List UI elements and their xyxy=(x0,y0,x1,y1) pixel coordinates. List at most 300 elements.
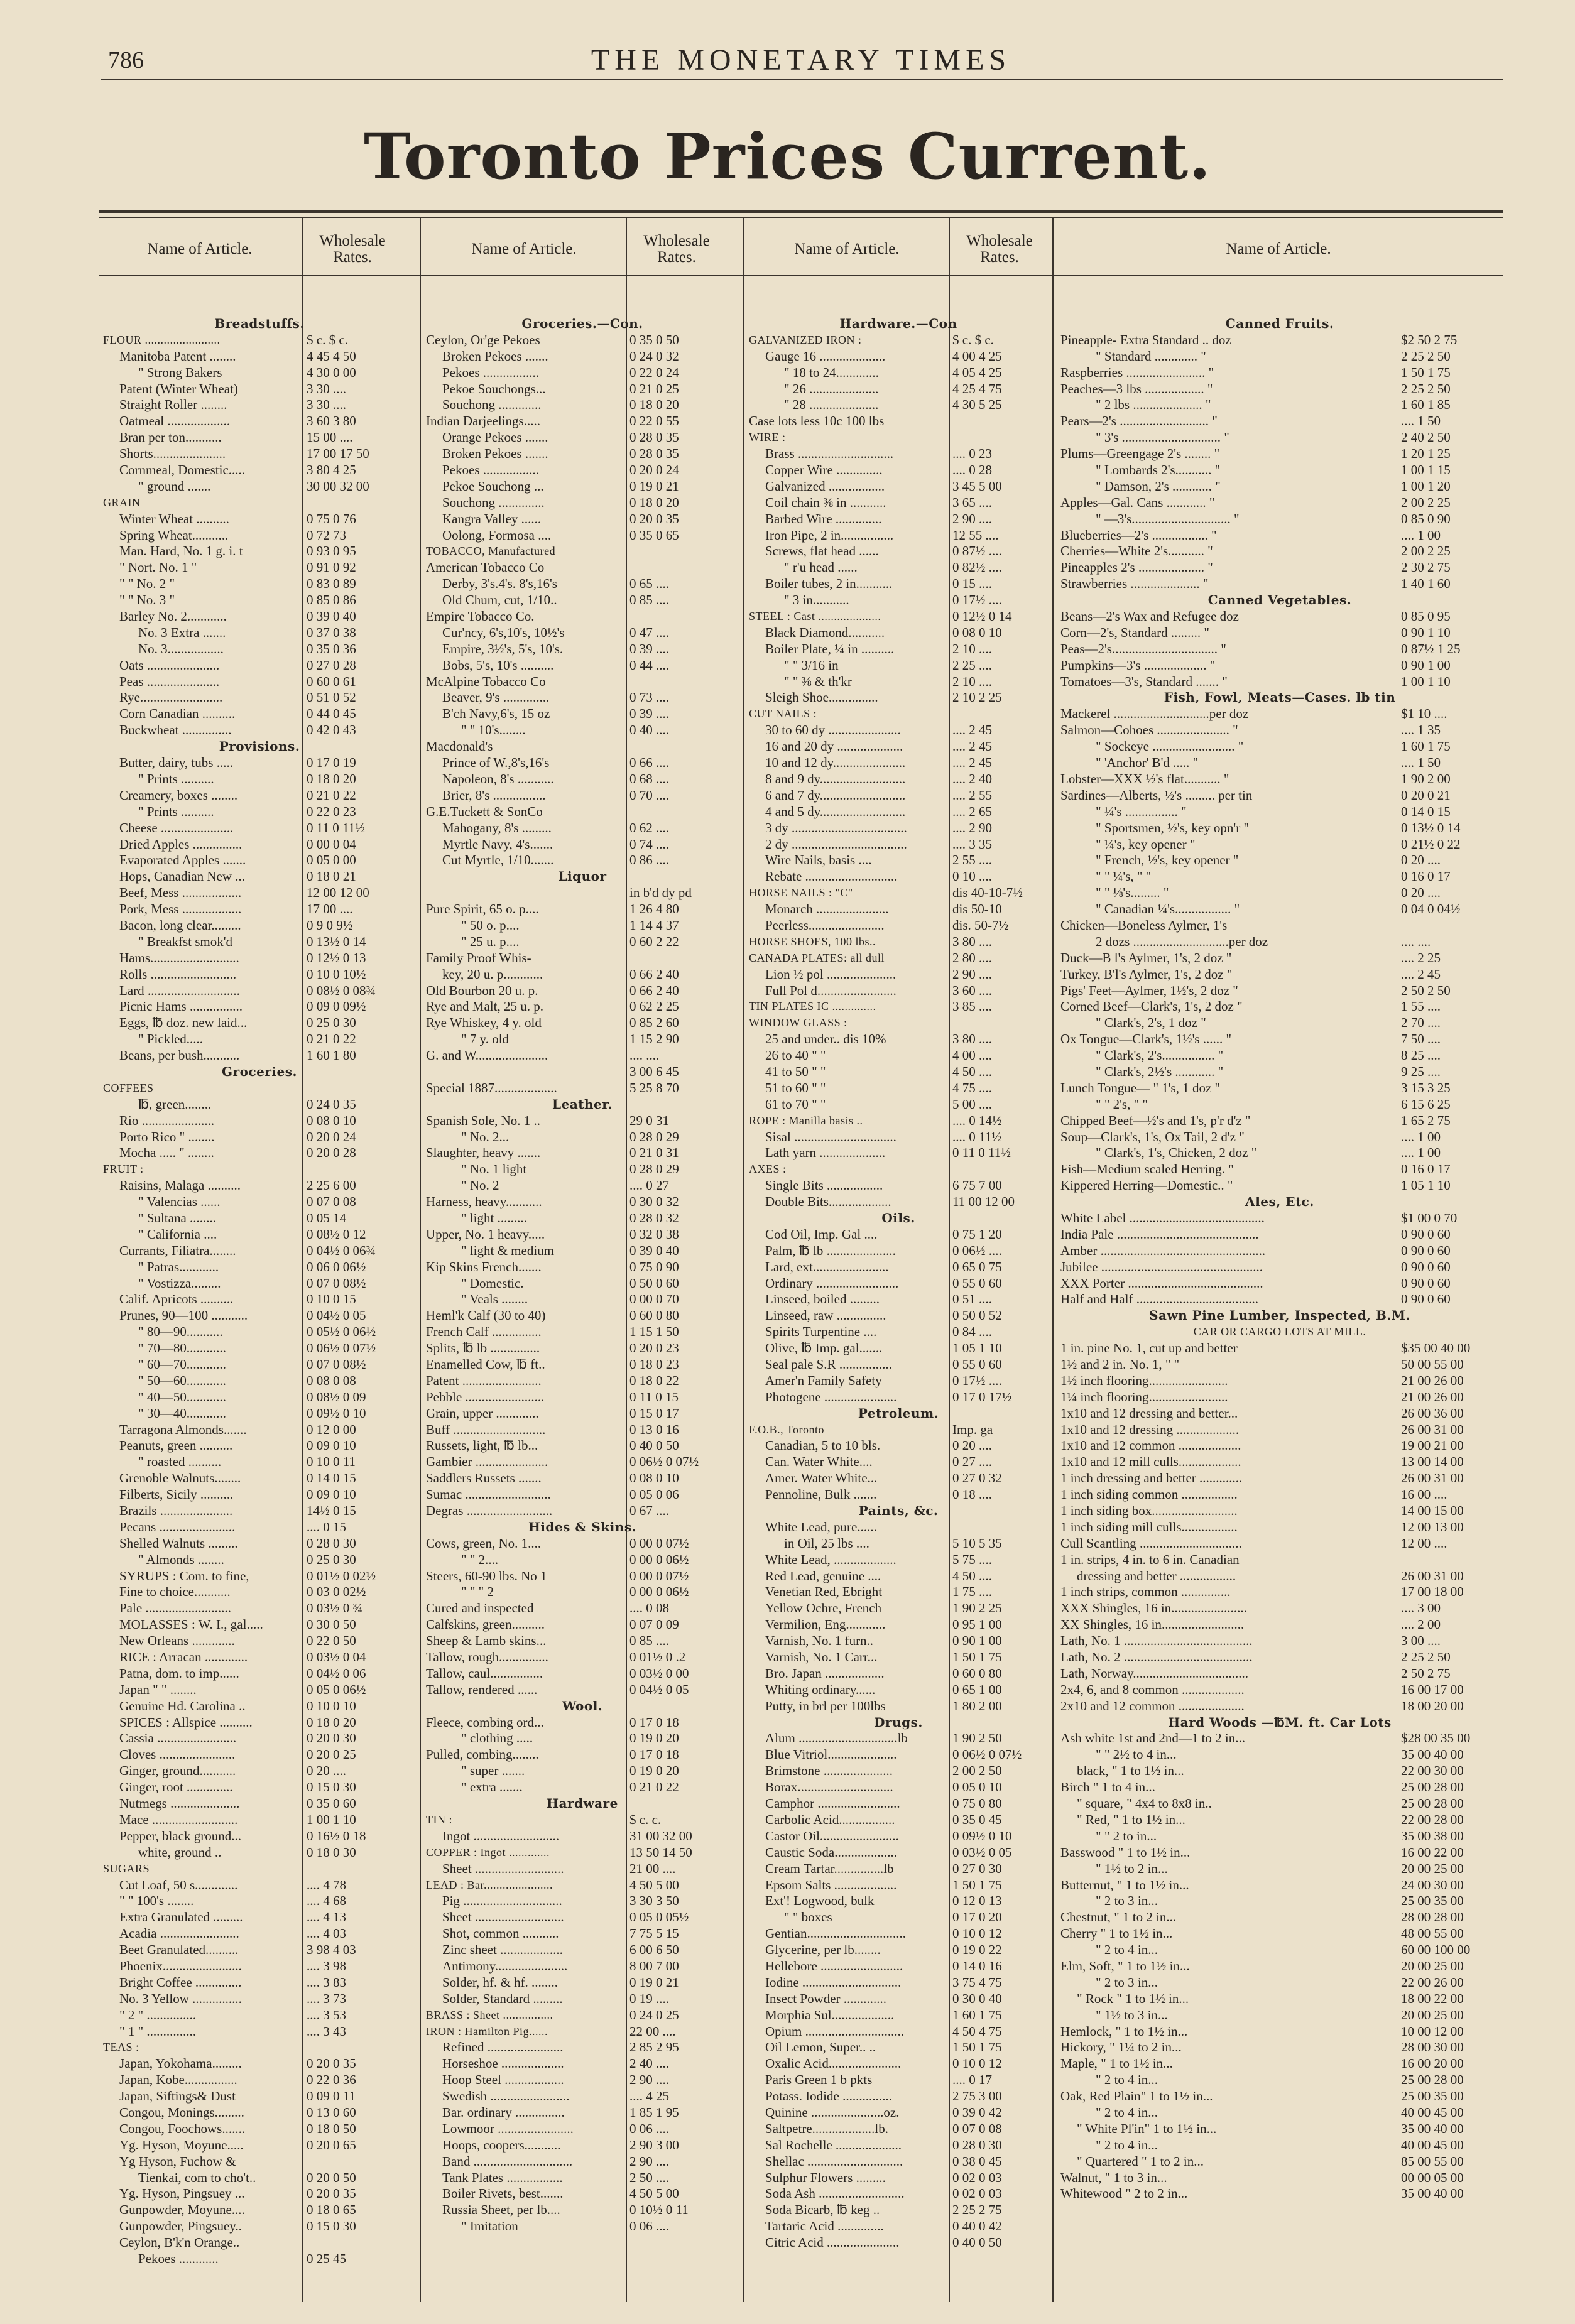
wholesale-rate: 0 10 0 15 xyxy=(307,1291,356,1307)
price-row xyxy=(422,755,743,771)
article-name: " —3's.............................. " xyxy=(1096,511,1240,526)
wholesale-rate: 0 65 .... xyxy=(629,576,669,592)
price-row xyxy=(422,674,743,690)
wholesale-rate: 3 98 4 03 xyxy=(307,1942,356,1958)
article-name: " " 10's........ xyxy=(461,722,526,738)
price-row xyxy=(745,1877,1052,1894)
wholesale-rate: 8 00 7 00 xyxy=(629,1958,679,1974)
article-name: " super ....... xyxy=(461,1763,525,1779)
price-row xyxy=(745,1682,1052,1698)
article-name: 10 and 12 dy...................... xyxy=(765,755,906,771)
price-row xyxy=(422,495,743,511)
price-row xyxy=(99,1357,420,1373)
article-name: Boiler Rivets, best....... xyxy=(442,2186,564,2202)
price-row xyxy=(745,2154,1052,2170)
article-name: Lobster—XXX ½'s flat........... " xyxy=(1060,771,1229,786)
price-row xyxy=(745,999,1052,1015)
price-row xyxy=(422,1470,743,1487)
price-row xyxy=(1057,1600,1503,1617)
wholesale-rate: 35 00 40 00 xyxy=(1401,1747,1464,1762)
wholesale-rate: 0 20 0 35 xyxy=(307,2056,356,2072)
wholesale-rate: 0 75 0 90 xyxy=(629,1259,679,1274)
price-row xyxy=(1057,1064,1503,1080)
section-title: Leather. xyxy=(552,1096,613,1112)
price-row xyxy=(1057,1178,1503,1194)
price-row xyxy=(1057,381,1503,398)
price-row xyxy=(99,901,420,918)
wholesale-rate: 0 90 0 60 xyxy=(1401,1242,1451,1258)
price-row xyxy=(422,1926,743,1942)
wholesale-rate: 0 18 0 23 xyxy=(629,1357,679,1372)
price-row xyxy=(99,1909,420,1926)
price-row xyxy=(422,2137,743,2154)
wholesale-rate: 0 70 .... xyxy=(629,787,669,803)
wholesale-rate: 0 35 0 45 xyxy=(952,1811,1002,1827)
wholesale-rate: 0 13½ 0 14 xyxy=(307,933,366,949)
wholesale-rate: .... 0 17 xyxy=(952,2072,992,2088)
article-name: Cheese ...................... xyxy=(119,820,234,835)
price-row xyxy=(745,365,1052,381)
wholesale-rate: 40 00 45 00 xyxy=(1401,2137,1464,2153)
price-row xyxy=(1057,1552,1503,1568)
price-row xyxy=(422,2007,743,2024)
article-name: Monarch ...................... xyxy=(765,901,889,917)
article-name: WIRE : xyxy=(749,431,786,444)
article-name: Chipped Beef—½'s and 1's, p'r d'z " xyxy=(1060,1112,1251,1128)
price-row xyxy=(745,706,1052,722)
article-name: " White Pl'in" 1 to 1½ in... xyxy=(1077,2120,1217,2136)
price-row xyxy=(422,1454,743,1470)
price-row xyxy=(1057,1291,1503,1308)
wholesale-rate: 0 72 73 xyxy=(307,527,346,543)
rows xyxy=(99,316,420,2267)
wholesale-rate: 0 85 0 90 xyxy=(1401,511,1451,526)
article-name: white, ground .. xyxy=(138,1844,222,1860)
article-name: COPPER : Ingot ............. xyxy=(426,1845,550,1859)
wholesale-rate: $ c. $ c. xyxy=(307,332,348,347)
price-row xyxy=(1057,1080,1503,1097)
article-name: Raspberries ........................ " xyxy=(1060,364,1214,380)
article-name: Carbolic Acid................. xyxy=(765,1811,895,1827)
article-name: 2x10 and 12 common .................... xyxy=(1060,1698,1245,1713)
wholesale-rate: in b'd dy pd xyxy=(629,885,692,901)
price-row xyxy=(745,462,1052,479)
wholesale-rate: 0 39 0 40 xyxy=(629,1242,679,1258)
price-row xyxy=(1057,1487,1503,1503)
article-name: Corned Beef—Clark's, 1's, 2 doz " xyxy=(1060,999,1243,1014)
article-name: Porto Rico " ........ xyxy=(119,1129,215,1144)
article-name: Mahogany, 8's ......... xyxy=(442,820,552,835)
wholesale-rate: 1 60 1 75 xyxy=(1401,739,1451,754)
article-name: TOBACCO, Manufactured xyxy=(426,545,556,558)
wholesale-rate: .... 2 00 xyxy=(1401,1617,1441,1632)
price-row xyxy=(745,332,1052,349)
price-row xyxy=(99,722,420,739)
wholesale-rate: .... 4 78 xyxy=(307,1877,346,1892)
wholesale-rate: 26 00 36 00 xyxy=(1401,1405,1464,1421)
price-row xyxy=(99,1243,420,1259)
price-row xyxy=(422,2202,743,2218)
section-heading xyxy=(1057,1715,1503,1731)
price-row xyxy=(1057,950,1503,967)
wholesale-rate: 0 27 0 32 xyxy=(952,1470,1002,1486)
wholesale-rate: 0 12 0 13 xyxy=(952,1893,1002,1909)
price-row xyxy=(99,1958,420,1975)
price-row xyxy=(1057,1845,1503,1861)
article-name: " 'Anchor' B'd ..... " xyxy=(1096,755,1199,771)
article-name: " Quartered " 1 to 2 in... xyxy=(1077,2153,1204,2169)
wholesale-rate: 20 00 25 00 xyxy=(1401,2007,1464,2023)
article-name: Peas—2's................................ " xyxy=(1060,641,1226,656)
article-name: Yg. Hyson, Moyune..... xyxy=(119,2137,244,2153)
price-row xyxy=(1057,1097,1503,1113)
article-name: Japan, Kobe................ xyxy=(119,2072,237,2088)
article-name: Brass ............................. xyxy=(765,446,894,462)
wholesale-rate: .... 3 73 xyxy=(307,1990,346,2006)
wholesale-rate: 2 25 2 50 xyxy=(1401,381,1451,396)
wholesale-rate: .... .... xyxy=(629,1048,660,1063)
price-row xyxy=(745,739,1052,755)
wholesale-rate: 0 90 1 10 xyxy=(1401,624,1451,640)
price-row xyxy=(745,1291,1052,1308)
price-row xyxy=(422,2105,743,2121)
section-heading xyxy=(745,1406,1052,1422)
article-name: Old Chum, cut, 1/10.. xyxy=(442,592,557,608)
price-row xyxy=(1057,788,1503,804)
wholesale-rate: 0 03½ 0 04 xyxy=(307,1649,366,1665)
article-name: Basswood " 1 to 1½ in... xyxy=(1060,1844,1191,1860)
price-row xyxy=(745,755,1052,771)
article-name: Lath, No. 1 ....................................... xyxy=(1060,1633,1253,1649)
price-row xyxy=(99,2007,420,2024)
article-name: " light ......... xyxy=(461,1210,527,1225)
wholesale-rate: 0 44 .... xyxy=(629,657,669,673)
section-heading xyxy=(745,1210,1052,1227)
article-name: Hops, Canadian New ... xyxy=(119,869,246,884)
price-row xyxy=(745,722,1052,739)
wholesale-rate: 0 05 0 06 xyxy=(629,1487,679,1502)
col2-rates-header: Wholesale Rates. xyxy=(643,232,710,266)
wholesale-rate: 0 05 0 00 xyxy=(307,852,356,868)
article-name: Blue Vitriol..................... xyxy=(765,1747,897,1762)
price-row xyxy=(1057,1454,1503,1470)
price-row xyxy=(745,983,1052,999)
wholesale-rate: 0 13 0 60 xyxy=(307,2104,356,2120)
wholesale-rate: 0 06½ .... xyxy=(952,1242,1002,1258)
wholesale-rate: 18 00 22 00 xyxy=(1401,1990,1464,2006)
price-row xyxy=(745,1617,1052,1633)
article-name: black, " 1 to 1½ in... xyxy=(1077,1763,1184,1779)
price-row xyxy=(745,1227,1052,1243)
wholesale-rate: 0 00 0 06½ xyxy=(629,1584,689,1600)
price-row xyxy=(99,365,420,381)
wholesale-rate: 2 10 .... xyxy=(952,673,992,689)
price-row xyxy=(1057,1015,1503,1031)
article-name: in Oil, 25 lbs .... xyxy=(784,1535,869,1551)
wholesale-rate: 0 07 0 08½ xyxy=(307,1275,366,1291)
wholesale-rate: 1 65 2 75 xyxy=(1401,1112,1451,1128)
article-name: Brimstone ..................... xyxy=(765,1763,893,1779)
wholesale-rate: 0 22 0 55 xyxy=(629,413,679,429)
price-row xyxy=(99,1845,420,1861)
wholesale-rate: 0 22 0 24 xyxy=(629,364,679,380)
article-name: Varnish, No. 1 furn.. xyxy=(765,1633,874,1649)
section-title: Groceries. xyxy=(222,1063,297,1079)
wholesale-rate: 2 00 2 25 xyxy=(1401,494,1451,510)
price-row xyxy=(422,1779,743,1796)
price-row xyxy=(745,1698,1052,1715)
price-row xyxy=(1057,1649,1503,1666)
wholesale-rate: 2 40 2 50 xyxy=(1401,430,1451,445)
article-name: 8 and 9 dy.......................... xyxy=(765,771,906,786)
article-name: " 2 lbs ..................... " xyxy=(1096,397,1211,413)
price-row xyxy=(1057,804,1503,820)
wholesale-rate: 0 04 0 04½ xyxy=(1401,901,1461,917)
price-row xyxy=(745,592,1052,609)
wholesale-rate: 0 21 0 22 xyxy=(629,1779,679,1795)
price-row xyxy=(745,2007,1052,2024)
section-title: Hides & Skins. xyxy=(528,1519,637,1534)
article-name: Cured and inspected xyxy=(426,1600,534,1616)
article-name: " Lombards 2's........... " xyxy=(1096,462,1221,478)
article-name: Hams........................... xyxy=(119,950,239,965)
price-row xyxy=(1057,2154,1503,2170)
article-name: Extra Granulated ......... xyxy=(119,1909,243,1925)
article-name: Solder, hf. & hf. ........ xyxy=(442,1974,559,1990)
wholesale-rate: 0 37 0 38 xyxy=(307,624,356,640)
wholesale-rate: 0 35 0 65 xyxy=(629,527,679,543)
wholesale-rate: 0 02 0 03 xyxy=(952,2186,1002,2202)
wholesale-rate: 0 18 0 20 xyxy=(307,1714,356,1730)
wholesale-rate: 1 60 1 75 xyxy=(952,2007,1002,2023)
price-row xyxy=(422,1845,743,1861)
price-row xyxy=(99,1861,420,1877)
wholesale-rate: 8 25 .... xyxy=(1401,1048,1441,1063)
article-name: French Calf ............... xyxy=(426,1324,542,1340)
wholesale-rate: 0 00 0 06½ xyxy=(629,1551,689,1567)
price-row xyxy=(1057,1438,1503,1454)
price-row xyxy=(422,2056,743,2072)
section-heading xyxy=(422,1519,743,1536)
price-row xyxy=(745,1909,1052,1926)
wholesale-rate: 3 60 .... xyxy=(952,982,992,998)
wholesale-rate: 4 50 4 75 xyxy=(952,2023,1002,2039)
article-name: 6 and 7 dy.......................... xyxy=(765,787,906,803)
article-name: Sal Rochelle .................... xyxy=(765,2137,902,2153)
price-row xyxy=(99,1259,420,1276)
wholesale-rate: 0 09 0 10 xyxy=(307,1438,356,1453)
article-name: ROPE : Manilla basis .. xyxy=(749,1114,863,1127)
article-name: " 60—70............ xyxy=(138,1357,226,1372)
price-row xyxy=(422,479,743,495)
article-name: Oats ...................... xyxy=(119,657,220,673)
article-name: 2x4, 6, and 8 common ................... xyxy=(1060,1681,1245,1697)
wholesale-rate: .... 0 11½ xyxy=(952,1129,1001,1144)
wholesale-rate: .... 3 98 xyxy=(307,1958,346,1974)
wholesale-rate: Imp. ga xyxy=(952,1421,993,1437)
wholesale-rate: 0 90 1 00 xyxy=(952,1633,1002,1649)
price-row xyxy=(745,1649,1052,1666)
price-row xyxy=(422,2121,743,2137)
wholesale-rate: 00 00 05 00 xyxy=(1401,2169,1464,2185)
article-name: Patent ........................ xyxy=(426,1372,542,1388)
article-name: Venetian Red, Ebright xyxy=(765,1584,883,1600)
wholesale-rate: 1 80 2 00 xyxy=(952,1698,1002,1713)
article-name: Pale .......................... xyxy=(119,1600,231,1616)
article-name: Fine to choice........... xyxy=(119,1584,231,1600)
article-name: 1 inch siding box.......................... xyxy=(1060,1503,1238,1519)
article-name: " " ¼'s, " " xyxy=(1096,869,1152,884)
article-name: No. 3................. xyxy=(138,641,224,656)
article-name: " Clark's, 2½'s ............ " xyxy=(1096,1063,1224,1079)
wholesale-rate: 0 08½ 0 08¾ xyxy=(307,982,376,998)
wholesale-rate: 48 00 55 00 xyxy=(1401,1926,1464,1941)
article-name: Sisal ............................... xyxy=(765,1129,896,1144)
article-name: Chicken—Boneless Aylmer, 1's xyxy=(1060,917,1228,933)
wholesale-rate: 0 16 0 17 xyxy=(1401,869,1451,884)
price-row xyxy=(99,1210,420,1227)
price-row xyxy=(99,2202,420,2218)
wholesale-rate: .... 1 50 xyxy=(1401,755,1441,771)
wholesale-rate: 0 35 0 60 xyxy=(307,1796,356,1811)
wholesale-rate: 0 15 .... xyxy=(952,576,992,592)
wholesale-rate: .... 2 45 xyxy=(1401,966,1441,982)
section-title: Breadstuffs. xyxy=(214,316,305,331)
article-name: Ingot .......................... xyxy=(442,1828,560,1843)
wholesale-rate: 85 00 55 00 xyxy=(1401,2153,1464,2169)
price-row xyxy=(745,1454,1052,1470)
price-row xyxy=(99,1828,420,1845)
price-row xyxy=(422,2186,743,2202)
price-row xyxy=(1057,413,1503,430)
price-row xyxy=(1057,1406,1503,1422)
article-name: Tallow, rough............... xyxy=(426,1649,548,1665)
article-name: " Veals ........ xyxy=(461,1291,528,1307)
wholesale-rate: 2 00 2 50 xyxy=(952,1763,1002,1779)
article-name: Pekoes ................. xyxy=(442,462,539,478)
price-row xyxy=(422,1503,743,1519)
article-name: Salmon—Cohoes ...................... " xyxy=(1060,722,1238,738)
wholesale-rate: 0 90 0 60 xyxy=(1401,1226,1451,1242)
article-name: " Breakfst smok'd xyxy=(138,933,233,949)
article-name: Broken Pekoes ....... xyxy=(442,348,548,364)
wholesale-rate: 0 22 0 23 xyxy=(307,803,356,819)
article-name: Barley No. 2............ xyxy=(119,609,227,624)
wholesale-rate: 0 03 0 02½ xyxy=(307,1584,366,1600)
wholesale-rate: 1 15 1 50 xyxy=(629,1324,679,1340)
price-row xyxy=(1057,967,1503,983)
price-row xyxy=(422,1942,743,1958)
page-title: Toronto Prices Current. xyxy=(364,119,1211,193)
price-row xyxy=(1057,1779,1503,1796)
article-name: Bobs, 5's, 10's .......... xyxy=(442,657,554,673)
price-row xyxy=(99,820,420,837)
article-name: " Clark's, 2's................ " xyxy=(1096,1048,1224,1063)
wholesale-rate: 0 90 1 00 xyxy=(1401,657,1451,673)
article-name: McAlpine Tobacco Co xyxy=(426,673,546,689)
wholesale-rate: 1 14 4 37 xyxy=(629,917,679,933)
wholesale-rate: 2 55 .... xyxy=(952,852,992,868)
article-name: Kippered Herring—Domestic.. " xyxy=(1060,1178,1233,1193)
article-name: Shorts...................... xyxy=(119,446,226,462)
wholesale-rate: 0 30 0 40 xyxy=(952,1990,1002,2006)
price-row xyxy=(422,1178,743,1194)
article-name: Fleece, combing ord... xyxy=(426,1714,544,1730)
section-heading xyxy=(422,316,743,332)
price-row xyxy=(1057,511,1503,528)
article-name: CUT NAILS : xyxy=(749,707,817,720)
price-row xyxy=(745,1389,1052,1406)
article-name: Blueberries—2's ................. " xyxy=(1060,527,1217,543)
article-name: " Sultana ........ xyxy=(138,1210,217,1225)
wholesale-rate: 0 60 0 61 xyxy=(307,673,356,689)
price-row xyxy=(422,1633,743,1649)
article-name: Full Pol d........................ xyxy=(765,982,896,998)
article-name: Cut Myrtle, 1/10....... xyxy=(442,852,554,868)
article-name: Bar. ordinary ............... xyxy=(442,2104,565,2120)
wholesale-rate: 35 00 38 00 xyxy=(1401,1828,1464,1843)
price-row xyxy=(1057,1861,1503,1877)
price-row xyxy=(745,658,1052,674)
price-row xyxy=(422,1048,743,1064)
wholesale-rate: 0 32 0 38 xyxy=(629,1226,679,1242)
article-name: Pineapples 2's .................... " xyxy=(1060,560,1213,575)
article-name: Rolls .......................... xyxy=(119,966,237,982)
price-row xyxy=(745,1080,1052,1097)
price-row xyxy=(99,592,420,609)
article-name: 16 and 20 dy .................... xyxy=(765,739,903,754)
article-name: Oolong, Formosa .... xyxy=(442,527,552,543)
article-name: " " 2.... xyxy=(461,1551,499,1567)
wholesale-rate: 0 66 2 40 xyxy=(629,982,679,998)
column-4 xyxy=(1057,247,1503,2302)
price-row xyxy=(745,397,1052,413)
wholesale-rate: 4 25 4 75 xyxy=(952,381,1002,396)
article-name: Whitewood " 2 to 2 in... xyxy=(1060,2186,1188,2202)
article-name: White Lead, ................... xyxy=(765,1551,896,1567)
wholesale-rate: 0 19 0 20 xyxy=(629,1730,679,1746)
wholesale-rate: 2 90 .... xyxy=(952,966,992,982)
price-row xyxy=(1057,820,1503,837)
article-name: Chestnut, " 1 to 2 in... xyxy=(1060,1909,1177,1925)
price-row xyxy=(99,576,420,592)
price-row xyxy=(1057,1763,1503,1779)
wholesale-rate: 0 00 0 70 xyxy=(629,1291,679,1307)
price-row xyxy=(99,2121,420,2137)
article-name: CAR OR CARGO LOTS AT MILL. xyxy=(1193,1325,1366,1338)
wholesale-rate: 13 50 14 50 xyxy=(629,1844,692,1860)
article-name: 1 inch siding mill culls................. xyxy=(1060,1519,1238,1534)
price-row xyxy=(745,1145,1052,1161)
article-name: Indian Darjeelings..... xyxy=(426,413,540,429)
article-name: 1x10 and 12 mill culls................... xyxy=(1060,1454,1241,1470)
article-name: SYRUPS : Com. to fine, xyxy=(119,1568,249,1583)
article-name: COFFEES xyxy=(103,1081,154,1094)
wholesale-rate: 0 20 0 30 xyxy=(307,1730,356,1746)
article-name: Cream Tartar...............lb xyxy=(765,1860,894,1876)
article-name: Calif. Apricots .......... xyxy=(119,1291,234,1307)
price-row xyxy=(1057,576,1503,592)
price-row xyxy=(99,560,420,576)
price-row xyxy=(1057,1519,1503,1536)
price-row xyxy=(422,1812,743,1828)
section-subheading xyxy=(1057,1324,1503,1340)
wholesale-rate: 14 00 15 00 xyxy=(1401,1503,1464,1519)
wholesale-rate: 0 14 0 15 xyxy=(307,1470,356,1486)
wholesale-rate: 0 13½ 0 14 xyxy=(1401,820,1461,835)
article-name: " 2 to 4 in... xyxy=(1096,2104,1158,2120)
article-name: Russets, light, ℔ lb... xyxy=(426,1438,538,1453)
